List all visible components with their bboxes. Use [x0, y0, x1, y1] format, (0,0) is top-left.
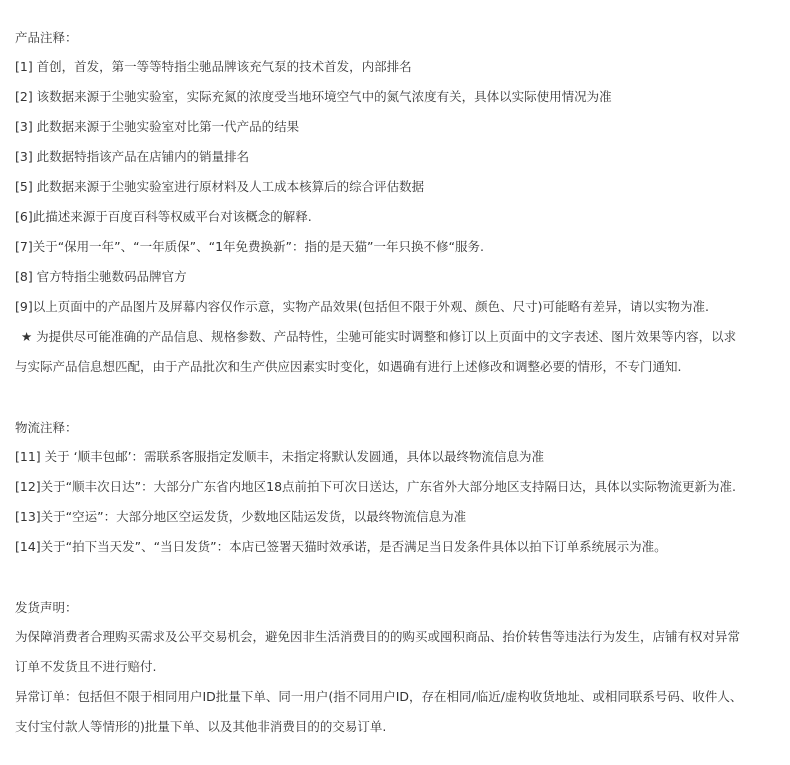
product-note-line: [3] 此数据来源于尘驰实验室对比第一代产品的结果 [15, 119, 300, 134]
shipping-statement-line: 为保障消费者合理购买需求及公平交易机会，避免因非生活消费目的的购买或囤积商品、抬价转售等违法行为发生，店铺有权对异常 [15, 629, 741, 644]
product-note-line: [2] 该数据来源于尘驰实验室，实际充氮的浓度受当地环境空气中的氮气浓度有关，具体以实际使用情况为准 [15, 89, 612, 104]
product-note-line: [7]关于“保用一年”、“一年质保”、“1年免费换新”：指的是天猫”一年只换不修“服务. [15, 239, 484, 254]
product-note-line: [1] 首创，首发，第一等等特指尘驰品牌该充气泵的技术首发，内部排名 [15, 59, 412, 74]
logistics-note-line: [12]关于“顺丰次日达”：大部分广东省内地区18点前拍下可次日送达，广东省外大部分地区支持隔日达，具体以实际物流更新为准. [15, 479, 736, 494]
product-note-line: [8] 官方特指尘驰数码品牌官方 [15, 269, 187, 284]
product-note-star-line: ★ 为提供尽可能准确的产品信息、规格参数、产品特性，尘驰可能实时调整和修订以上页面中的文字表述、图片效果等内容，以求 [21, 329, 737, 344]
product-note-line: [5] 此数据来源于尘驰实验室进行原材料及人工成本核算后的综合评估数据 [15, 179, 425, 194]
shipping-statement-line: 订单不发货且不进行赔付. [15, 659, 157, 674]
shipping-statement-line: 支付宝付款人等情形的)批量下单、以及其他非消费目的的交易订单. [15, 719, 387, 734]
logistics-note-line: [14]关于“拍下当天发”、“当日发货”：本店已签署天猫时效承诺，是否满足当日发条件具体以拍下订单系统展示为准。 [15, 539, 667, 554]
product-note-line: [9]以上页面中的产品图片及屏幕内容仅作示意，实物产品效果(包括但不限于外观、颜色、尺寸)可能略有差异，请以实物为准. [15, 299, 709, 314]
product-note-line: 与实际产品信息想匹配，由于产品批次和生产供应因素实时变化，如遇确有进行上述修改和调整必要的情形，不专门通知. [15, 359, 682, 374]
logistics-notes-title: 物流注释： [15, 420, 78, 435]
product-note-line: [3] 此数据特指该产品在店铺内的销量排名 [15, 149, 250, 164]
shipping-statement-line: 异常订单：包括但不限于相同用户ID批量下单、同一用户(指不同用户ID，存在相同/临近/虚构收货地址、或相同联系号码、收件人、 [15, 689, 743, 704]
product-notes-title: 产品注释： [15, 30, 78, 45]
logistics-note-line: [13]关于“空运”：大部分地区空运发货，少数地区陆运发货，以最终物流信息为准 [15, 509, 467, 524]
product-note-line: [6]此描述来源于百度百科等权威平台对该概念的解释. [15, 209, 312, 224]
logistics-note-line: [11] 关于 ‘顺丰包邮’：需联系客服指定发顺丰，未指定将默认发圆通，具体以最终物流信息为准 [15, 449, 545, 464]
shipping-statement-title: 发货声明： [15, 600, 78, 615]
